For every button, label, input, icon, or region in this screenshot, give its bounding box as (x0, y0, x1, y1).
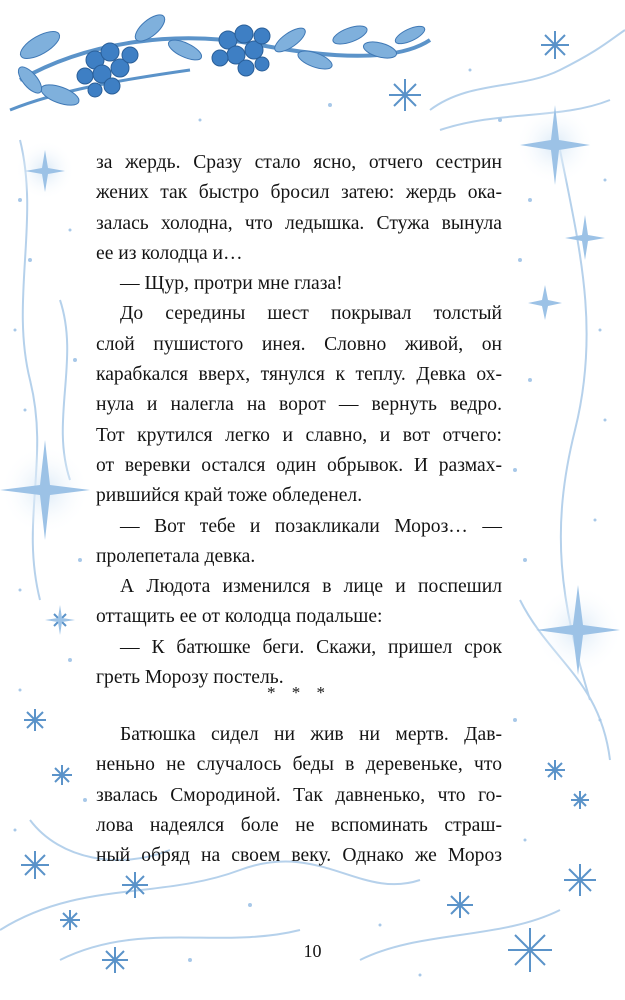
text-line: карабкался вверх, тянулся к теплу. Девка ох- (96, 364, 502, 386)
text-line: Батюшка сидел ни жив ни мертв. Дав- (120, 724, 502, 745)
text-line: До середины шест покрывал толстый (120, 303, 502, 325)
text-line: — К батюшке беги. Скажи, пришел срок (120, 636, 502, 658)
section-separator: * * * (267, 683, 331, 702)
main-text (96, 148, 502, 693)
text-line: слой пушистого инея. Словно живой, он (96, 333, 502, 355)
text-line: оттащить ее от колодца подальше: (96, 606, 383, 628)
text-line: лова надеялся боле не вспоминать страш- (96, 814, 502, 836)
berry-branch-decoration (10, 10, 430, 110)
text-line: — Щур, протри мне глаза! (120, 273, 343, 295)
text-line: Тот крутился легко и славно, и вот отчего: (96, 424, 502, 446)
text-line: от веревки остался один обрывок. И размах- (96, 454, 502, 476)
page-number: 10 (303, 941, 322, 961)
text-line: А Людота изменился в лице и поспешил (120, 576, 502, 598)
text-line: ный обряд на своем веку. Однако же Мороз (96, 845, 502, 867)
text-line: пролепетала девка. (96, 545, 256, 567)
text-line: рившийся край тоже обледенел. (96, 485, 363, 507)
text-line: нула и налегла на ворот — вернуть ведро. (96, 394, 502, 416)
text-line: жених так быстро бросил затею: жердь ока- (96, 182, 502, 204)
text-line: — Вот тебе и позакликали Мороз… — (120, 515, 502, 537)
text-line: за жердь. Сразу стало ясно, отчего сестрин (96, 152, 502, 173)
text-line: залась холодна, что ледышка. Стужа вынула (96, 212, 502, 234)
text-line: неньно не случалось беды в деревеньке, что (96, 754, 502, 776)
text-line: звалась Смородиной. Так давненько, что го- (96, 784, 502, 806)
main-text-continued (96, 720, 502, 871)
text-line: ее из колодца и… (96, 242, 243, 264)
text-line: греть Морозу постель. (96, 667, 284, 689)
